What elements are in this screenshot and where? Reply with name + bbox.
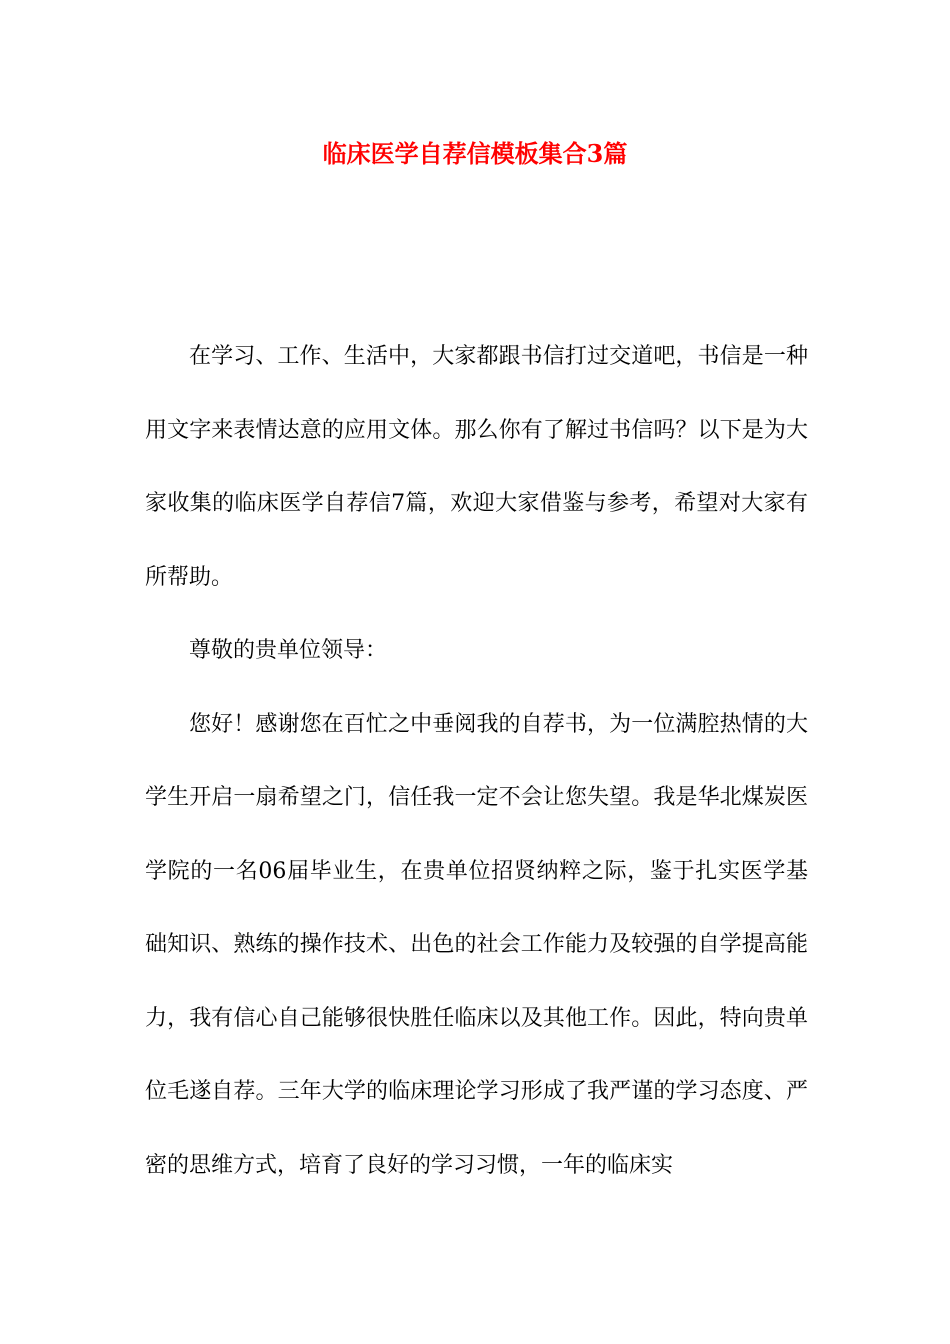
document-title: 临床医学自荐信模板集合3篇 (322, 139, 628, 168)
document-body (145, 320, 808, 1202)
salutation-paragraph: 尊敬的贵单位领导： (189, 638, 388, 663)
intro-paragraph: 在学习、工作、生活中，大家都跟书信打过交道吧，书信是一种用文字来表情达意的应用文体。那么你有了解过书信吗？以下是为大家收集的临床医学自荐信7篇，欢迎大家借鉴与参考，希望对大家有所帮助。 (145, 344, 808, 590)
letter-body-paragraph: 您好！感谢您在百忙之中垂阅我的自荐书，为一位满腔热情的大学生开启一扇希望之门，信任我一定不会让您失望。我是华北煤炭医学院的一名06届毕业生，在贵单位招贤纳粹之际，鉴于扎实医学基础知识、熟练的操作技术、出色的社会工作能力及较强的自学提高能力，我有信心自己能够很快胜任临床以及其他工作。因此，特向贵单位毛遂自荐。三年大学的临床理论学习形成了我严谨的学习态度、严密的思维方式，培育了良好的学习习惯，一年的临床实 (145, 711, 808, 1178)
